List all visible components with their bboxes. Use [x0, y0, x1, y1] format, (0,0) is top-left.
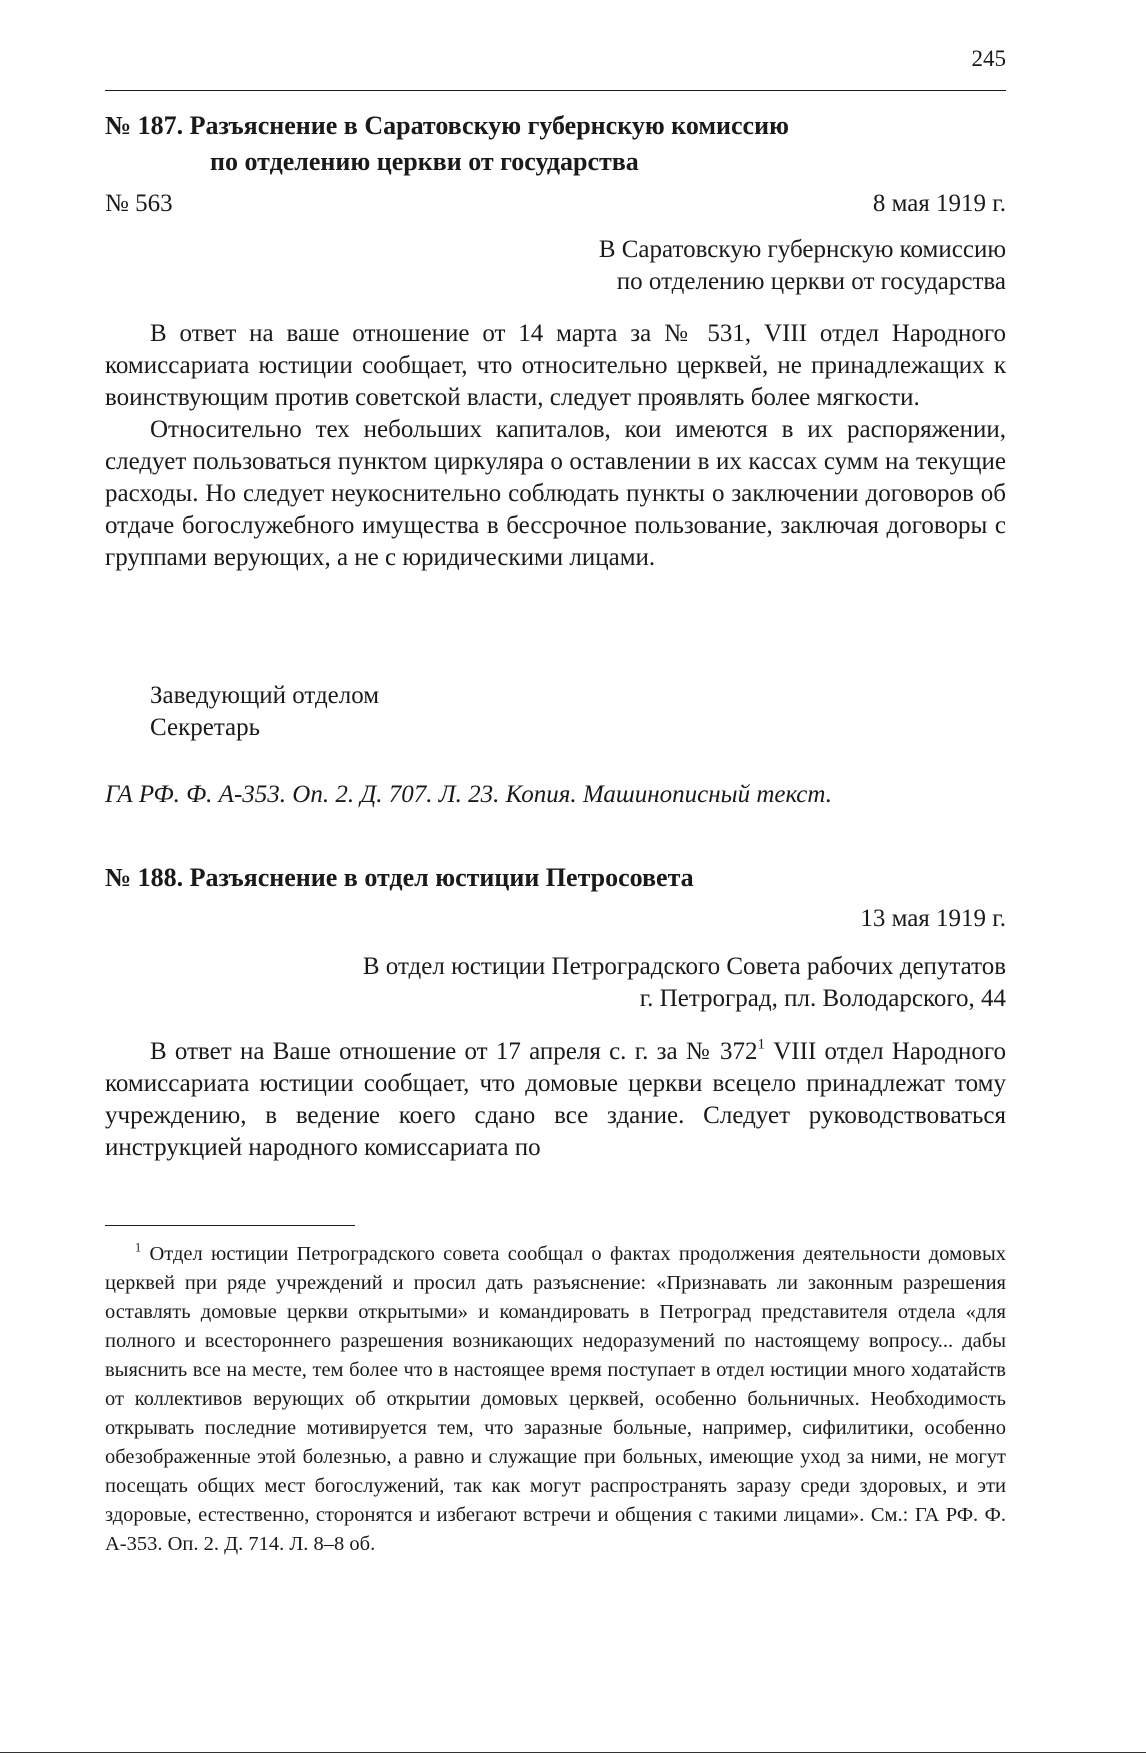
doc188-body — [105, 1036, 1006, 1164]
doc187-addressee-line1: В Саратовскую губернскую комиссию — [598, 236, 1006, 263]
doc188-addressee — [363, 951, 1006, 1015]
header-rule — [105, 90, 1006, 91]
footnote-marker: 1 — [135, 1240, 142, 1255]
doc188-title: № 188. Разъяснение в отдел юстиции Петросовета — [105, 863, 694, 892]
footnote-rule — [105, 1225, 355, 1226]
doc187-source: ГА РФ. Ф. А-353. Оп. 2. Д. 707. Л. 23. Копия. Машинописный текст. — [105, 781, 832, 808]
doc187-title — [105, 108, 789, 180]
doc187-body — [105, 318, 1006, 574]
doc187-title-line2: по отделению церкви от государства — [210, 147, 639, 176]
doc188-addressee-line1: В отдел юстиции Петроградского Совета рабочих депутатов — [362, 953, 1006, 980]
doc187-number: № 563 — [105, 190, 173, 217]
doc187-paragraph1: В ответ на ваше отношение от 14 марта за № 531, VIII отдел Народного комиссариата юстиции сообщает, что относительно церквей, не принадлежащих к воинствующим против советской власти, следует проявлять более мягкости. — [105, 320, 1006, 411]
doc187-title-line1: № 187. Разъяснение в Саратовскую губернскую комиссию — [105, 111, 789, 140]
doc188-date: 13 мая 1919 г. — [860, 905, 1006, 932]
page-number: 245 — [971, 46, 1006, 71]
footnote-reference[interactable]: 1 — [757, 1036, 765, 1053]
doc187-paragraph2: Относительно тех небольших капиталов, кои имеются в их распоряжении, следует пользоваться пунктом циркуляра о оставлении в их кассах сумм на текущие расходы. Но следует неукоснительно соблюдать пункты о заключении договоров об отдаче богослужебного имущества в бессрочное пользование, заключая договоры с группами верующих, а не с юридическими лицами. — [105, 416, 1006, 571]
doc188-addressee-line2: г. Петроград, пл. Володарского, 44 — [639, 985, 1006, 1012]
doc187-addressee — [599, 234, 1006, 298]
signature-secretary: Секретарь — [150, 714, 261, 741]
doc187-signatures — [150, 680, 379, 744]
doc187-date: 8 мая 1919 г. — [872, 190, 1006, 217]
doc187-addressee-line2: по отделению церкви от государства — [616, 268, 1006, 295]
footnote-text: Отдел юстиции Петроградского совета сообщал о фактах продолжения деятельности домовых церквей при ряде учреждений и просил дать разъяснение: «Признавать ли законным разрешения оставлять домовые церкви открытыми» и командировать в Петроград представителя отдела «для полного и всестороннего разрешения возникающих недоразумений по настоящему вопросу... дабы выяснить все на месте, тем более что в настоящее время поступает в отдел юстиции много ходатайств от коллективов верующих об открытии домовых церквей, особенно больничных. Необходимость открывать последние мотивируется тем, что заразные больные, например, сифилитики, особенно обезображенные этой болезнью, а равно и служащие при больных, имеющие уход за ними, не могут посещать общих мест богослужений, так как могут распространять заразу среди здоровых, и эти здоровые, естественно, сторонятся и избегают встречи и общения с такими лицами». См.: ГА РФ. Ф. А-353. Оп. 2. Д. 714. Л. 8–8 об. — [105, 1243, 1006, 1555]
footnote — [105, 1240, 1006, 1559]
signature-head: Заведующий отделом — [150, 682, 380, 709]
scan-edge — [0, 1752, 1146, 1753]
doc188-paragraph1: В ответ на Ваше отношение от 17 апреля с. г. за № $372^1$ VIII отдел Народного комиссариата юстиции сообщает, что домовые церкви всецело принадлежат тому учреждению, в ведение коего сдано все здание. Следует руководствоваться инструкцией народного комиссариата по — [105, 1036, 1007, 1161]
